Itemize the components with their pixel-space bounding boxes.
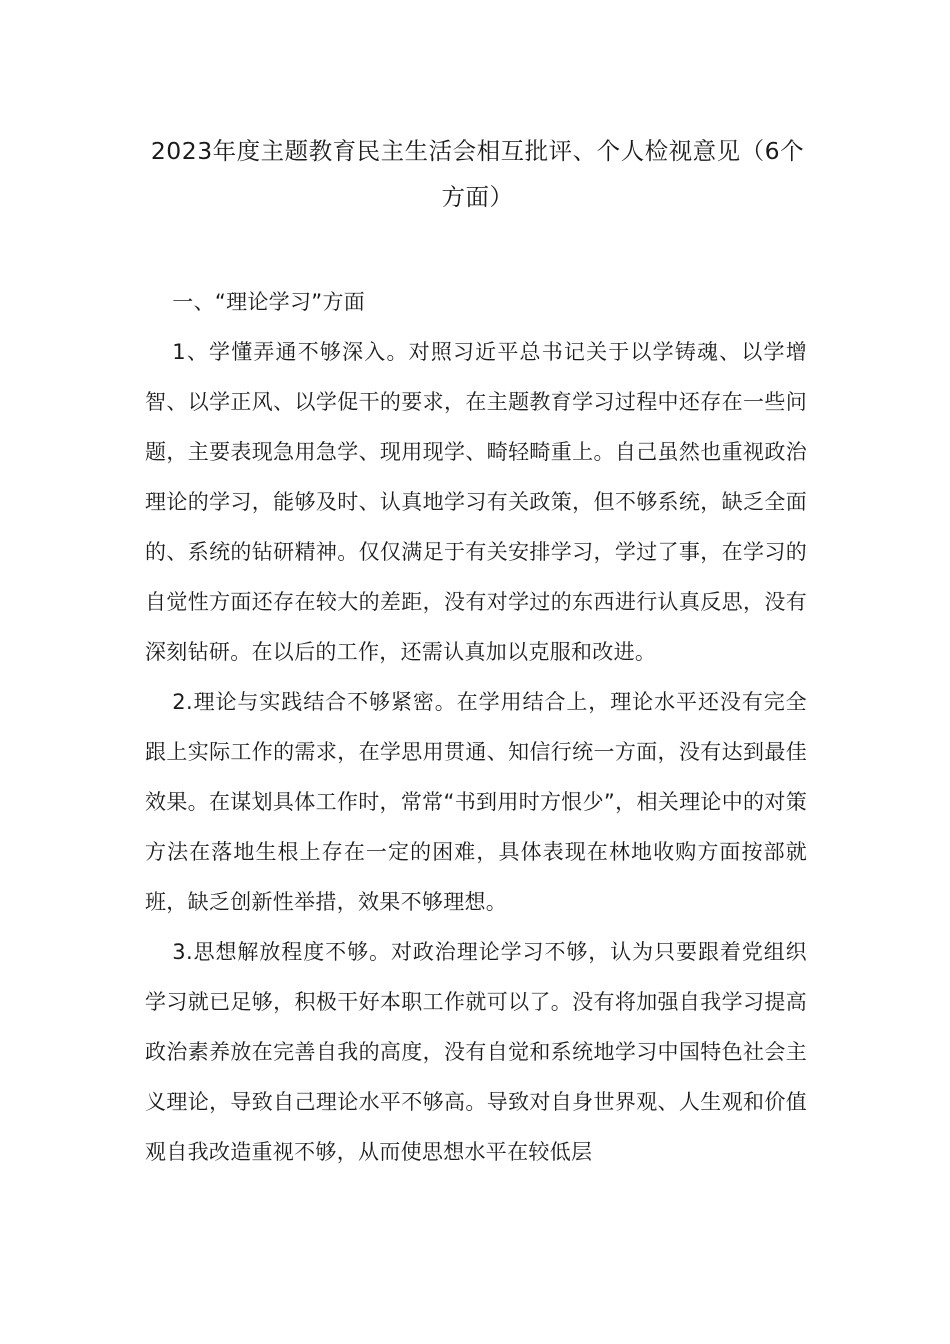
document-body xyxy=(145,277,807,1177)
section-heading: 一、“理论学习”方面 xyxy=(172,290,366,314)
paragraph-2: 2.理论与实践结合不够紧密。在学用结合上，理论水平还没有完全跟上实际工作的需求，在学思用贯通、知信行统一方面，没有达到最佳效果。在谋划具体工作时，常常“书到用时方恨少”，相关理论中的对策方法在落地生根上存在一定的困难，具体表现在林地收购方面按部就班，缺乏创新性举措，效果不够理想。 xyxy=(145,690,807,914)
paragraph-1: 1、学懂弄通不够深入。对照习近平总书记关于以学铸魂、以学增智、以学正风、以学促干的要求，在主题教育学习过程中还存在一些问题，主要表现急用急学、现用现学、畸轻畸重上。自己虽然也重视政治理论的学习，能够及时、认真地学习有关政策，但不够系统，缺乏全面的、系统的钻研精神。仅仅满足于有关安排学习，学过了事，在学习的自觉性方面还存在较大的差距，没有对学过的东西进行认真反思，没有深刻钻研。在以后的工作，还需认真加以克服和改进。 xyxy=(145,340,807,664)
document-title: 2023年度主题教育民主生活会相互批评、个人检视意见（6个方面） xyxy=(150,137,805,211)
paragraph-3: 3.思想解放程度不够。对政治理论学习不够，认为只要跟着党组织学习就已足够，积极干好本职工作就可以了。没有将加强自我学习提高政治素养放在完善自我的高度，没有自觉和系统地学习中国特色社会主义理论，导致自己理论水平不够高。导致对自身世界观、人生观和价值观自我改造重视不够，从而使思想水平在较低层 xyxy=(145,940,807,1164)
